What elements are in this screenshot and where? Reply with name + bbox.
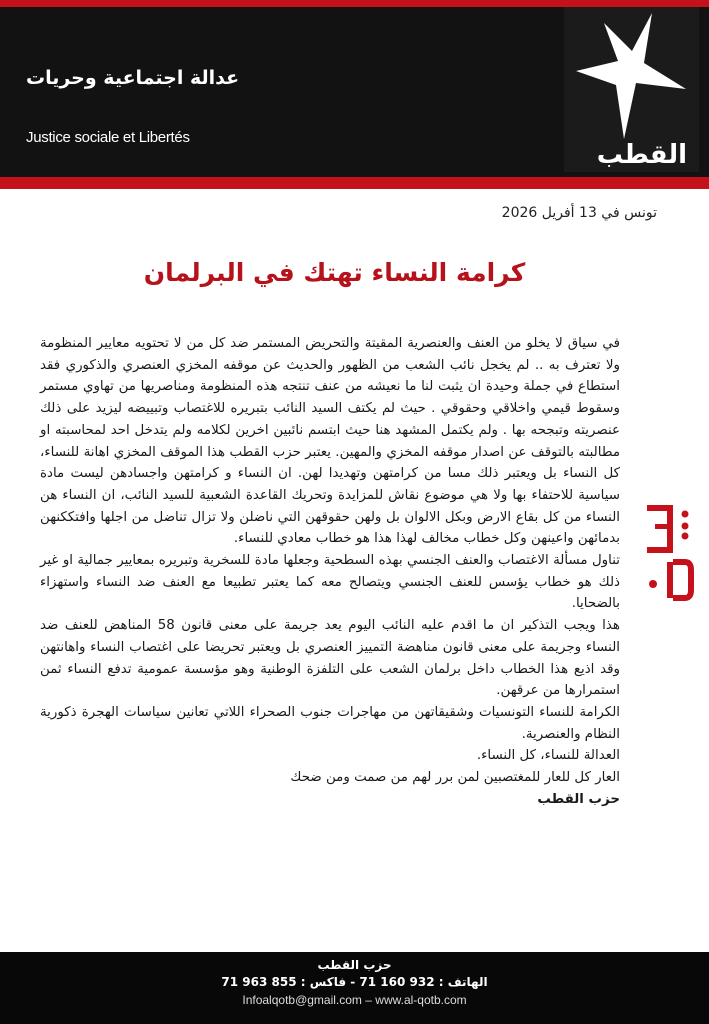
footer (0, 952, 709, 1024)
paragraph: الكرامة للنساء التونسيات وشقيقاتهن من مهاجرات جنوب الصحراء اللاتي تعانين سياسات الهجرة ذكورية النظام والعنصرية. (40, 704, 620, 742)
party-logo (564, 7, 699, 172)
statement-side-label (645, 500, 695, 610)
paragraph: العار كل للعار للمغتصبين لمن برر لهم من صمت ومن ضحك (290, 770, 620, 786)
paragraph: هذا ويجب التذكير ان ما اقدم عليه النائب اليوم يعد جريمة على معنى قانون 58 المناهض للعنف ضد النساء وجريمة على معنى قانون مناهضة التمييز العنصري بل ويعتبر تحريضا على اغتصاب النساء واهانتهن وقد اذيع هذا الخطاب داخل برلمان الشعب على التلفزة الوطنية وهو مؤسسة عمومية تدفع النساء ثمن استمرارها من عرقهن. (40, 618, 620, 699)
slogan-arabic: عدالة اجتماعية وحريات (26, 67, 240, 89)
top-red-band (0, 0, 709, 7)
paragraph: العدالة للنساء، كل النساء. (476, 748, 620, 764)
star-icon (574, 11, 689, 141)
bayan-graphic-icon (645, 500, 695, 610)
footer-party: حزب القطب (317, 958, 392, 972)
logo-text: القطب (596, 140, 687, 170)
footer-contact[interactable]: Infoalqotb@gmail.com – www.al-qotb.com (242, 993, 467, 1007)
paragraph: تناول مسألة الاغتصاب والعنف الجنسي بهذه السطحية وجعلها مادة للسخرية وتبريره بمعايير جمالية او غير ذلك هو خطاب يؤسس للعنف الجنسي ويتصالح معه كما يعتبر تطبيعا مع العنف ضد النساء واستهزاء بالضحايا. (40, 553, 620, 612)
slogan-french: Justice sociale et Libertés (26, 129, 190, 146)
document-date: تونس في 13 أفريل 2026 (501, 205, 657, 221)
bottom-red-band (0, 177, 709, 189)
document-body (40, 333, 620, 810)
side-label-text (695, 500, 696, 501)
document-title: كرامة النساء تهتك في البرلمان (143, 258, 526, 287)
paragraph: في سياق لا يخلو من العنف والعنصرية المقيتة والتحريض المستمر ضد كل من لا تحتويه معايير المنظومة ولا تعترف به .. لم يخجل نائب الشعب من الظهور والحديث عن موقفه المخزي العنصري والذكوري فقد استطاع في جملة وحيدة ان يثبت لنا ما نعيشه من عنف تنتجه هذه المنظومة ومناصريها من تهاوي مستمر وسقوط قيمي واخلاقي وحقوقي . حيث لم يكتف السيد النائب بتبريره للاغتصاب وتبييضه ليزيد على ذلك عنصريته وتبجحه بها . ولم يكتمل المشهد هنا حيث ابتسم نائبين اخرين لكلامه ولم يتدخل احد لمحاسبته او مطالبته بالتوقف عن اصدار موقفه المخزي والمهين. يعتبر حزب القطب هذا الموقف المخزي اهانة للنساء، كل النساء بل ويعتبر ذلك مسا من كرامتهن وتهديدا لهن. ان النساء و كرامتهن واجسادهن ليست مادة سياسية للاحتفاء بها ولا هي موضوع نقاش للمزايدة وتحريك القاعدة الشعبية للسيد النائب، ان النساء هن النساء من كل بقاع الارض وبكل الالوان بل ولهن حقوقهن التي ناضلن ولا تزال تناضل من اجلها وافتككنهن بدمائهن واعينهن وكل خطاب مخالف لهذا هذا هو خطاب معادي للنساء. (40, 336, 620, 547)
footer-phone: الهاتف : 932 160 71 - فاكس : 855 963 71 (221, 975, 488, 989)
signature: حزب القطب (537, 791, 620, 807)
